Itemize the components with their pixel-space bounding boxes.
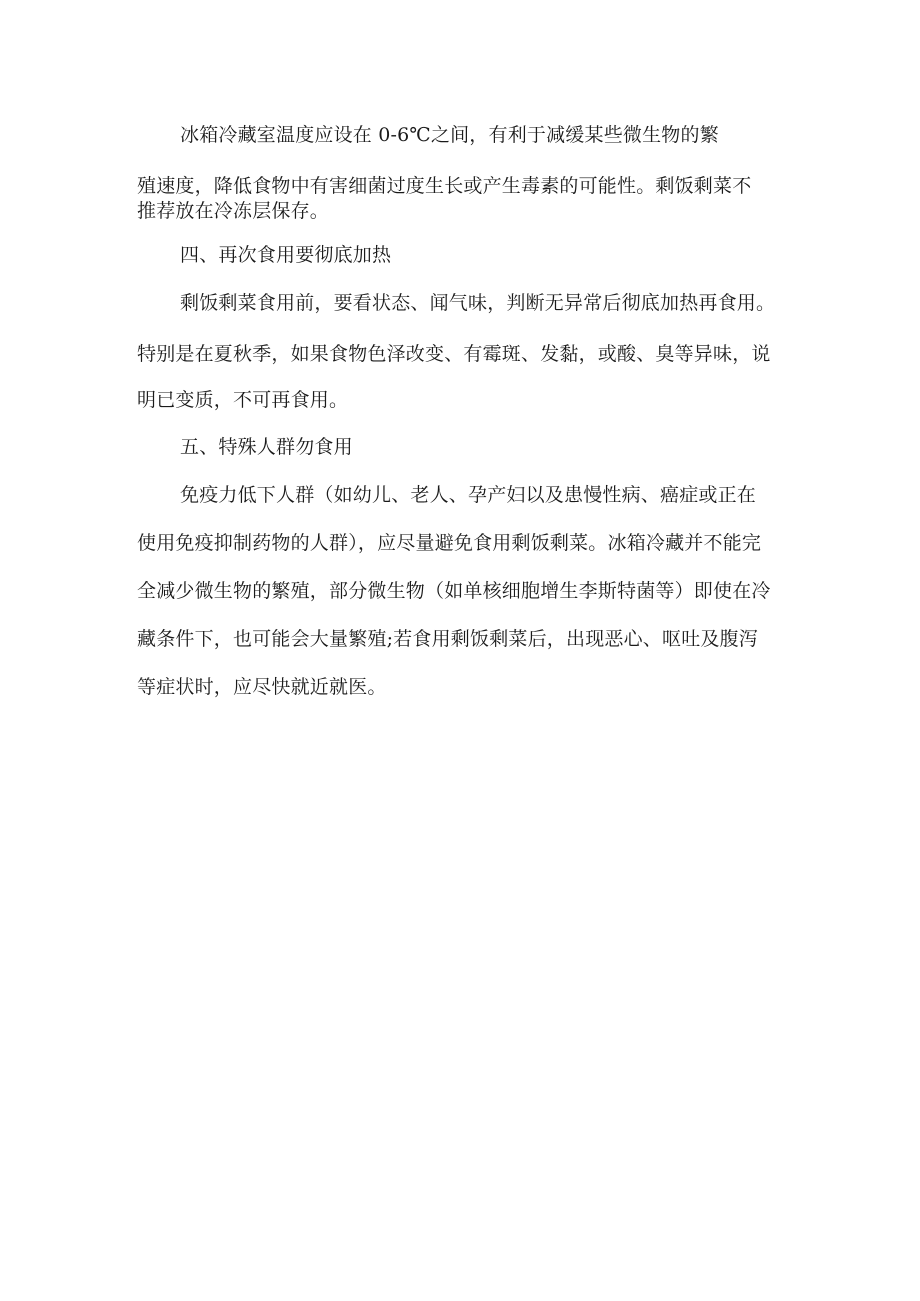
paragraph-line: 免疫力低下人群（如幼儿、老人、孕产妇以及患慢性病、癌症或正在 bbox=[180, 484, 757, 506]
paragraph-line: 明已变质，不可再食用。 bbox=[137, 389, 349, 411]
paragraph-line: 特别是在夏秋季，如果食物色泽改变、有霉斑、发黏，或酸、臭等异味，说 bbox=[137, 343, 771, 365]
paragraph-line: 使用免疫抑制药物的人群），应尽量避免食用剩饭剩菜。冰箱冷藏并不能完 bbox=[137, 532, 762, 554]
paragraph-line: 冰箱冷藏室温度应设在 0-6℃之间，有利于减缓某些微生物的繁 bbox=[180, 124, 719, 146]
paragraph-line: 全减少微生物的繁殖，部分微生物（如单核细胞增生李斯特菌等）即使在冷 bbox=[137, 580, 771, 602]
paragraph-line: 等症状时，应尽快就近就医。 bbox=[137, 676, 387, 698]
paragraph-line: 殖速度，降低食物中有害细菌过度生长或产生毒素的可能性。剩饭剩菜不 bbox=[137, 175, 752, 197]
paragraph-line: 推荐放在冷冻层保存。 bbox=[137, 200, 330, 222]
paragraph-line: 剩饭剩菜食用前，要看状态、闻气味，判断无异常后彻底加热再食用。 bbox=[180, 292, 776, 314]
section-heading: 四、再次食用要彻底加热 bbox=[180, 244, 392, 266]
paragraph-line: 藏条件下，也可能会大量繁殖;若食用剩饭剩菜后，出现恶心、呕吐及腹泻 bbox=[137, 628, 759, 650]
section-heading: 五、特殊人群勿食用 bbox=[180, 436, 353, 458]
